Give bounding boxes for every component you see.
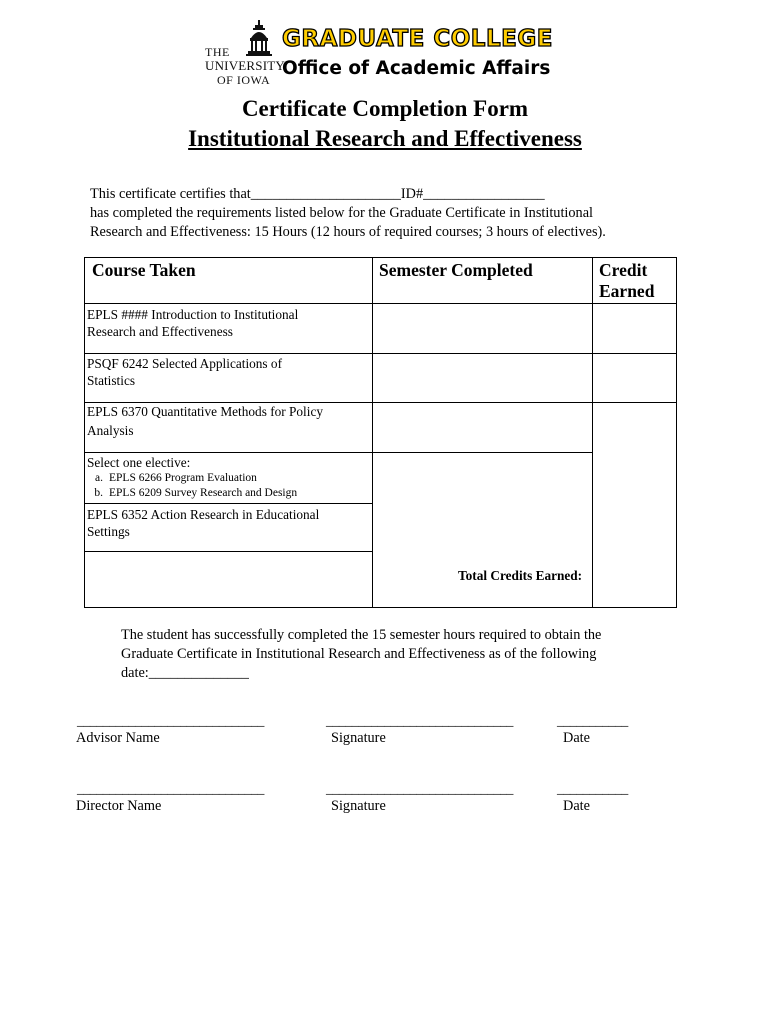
option-text: EPLS 6209 Survey Research and Design	[109, 487, 298, 499]
intro-line-1[interactable]: This certificate certifies that_____________________ID#_________________	[90, 186, 545, 202]
intro-line-3: Research and Effectiveness: 15 Hours (12 hours of required courses; 3 hours of electives).	[90, 224, 606, 240]
office-of-academic-affairs: Office of Academic Affairs	[282, 58, 551, 79]
course-name: EPLS 6370 Quantitative Methods for Policy	[87, 404, 324, 419]
course-name: PSQF 6242 Selected Applications of	[87, 356, 283, 371]
advisor-name-line[interactable]: _____________________________	[77, 713, 265, 728]
course-table	[84, 257, 677, 608]
option-letter: a.	[95, 472, 103, 484]
course-name: EPLS 6352 Action Research in Educational	[87, 507, 320, 522]
course-name-cont: Settings	[87, 524, 130, 539]
table-row	[87, 355, 372, 389]
elective-option-b[interactable]	[87, 486, 372, 501]
advisor-signature-label: Signature	[331, 730, 386, 746]
header-course-taken: Course Taken	[92, 260, 196, 280]
course-name-cont: Statistics	[87, 373, 136, 388]
director-name-line[interactable]: _____________________________	[77, 781, 265, 796]
capitol-dome-icon	[243, 20, 275, 60]
row-divider	[85, 503, 372, 504]
closing-line-1: The student has successfully completed the 15 semester hours required to obtain the	[121, 627, 602, 643]
column-divider	[592, 258, 593, 607]
logo-word-the: THE	[205, 45, 230, 59]
director-name-label: Director Name	[76, 798, 162, 814]
logo-word-of-iowa: OF IOWA	[217, 73, 271, 87]
director-signature-label: Signature	[331, 798, 386, 814]
closing-paragraph	[121, 626, 641, 683]
advisor-signature-line[interactable]: _____________________________	[326, 713, 514, 728]
university-of-iowa-logo	[205, 20, 285, 88]
intro-paragraph	[90, 185, 710, 242]
option-text: EPLS 6266 Program Evaluation	[109, 472, 257, 484]
form-subtitle: Institutional Research and Effectiveness	[188, 126, 582, 151]
director-date-label: Date	[563, 798, 590, 814]
course-name-cont: Research and Effectiveness	[87, 324, 233, 339]
row-divider	[85, 452, 592, 453]
closing-line-3[interactable]: date:______________	[121, 665, 249, 681]
header-semester-completed: Semester Completed	[379, 260, 533, 280]
director-date-line[interactable]: ___________	[557, 781, 628, 796]
column-divider	[372, 258, 373, 607]
header-credit-line1: Credit	[599, 260, 648, 280]
table-row	[87, 506, 372, 540]
intro-line-2: has completed the requirements listed below for the Graduate Certificate in Institutional	[90, 205, 594, 221]
row-divider	[85, 303, 676, 304]
elective-option-a[interactable]	[87, 471, 372, 486]
table-row	[87, 402, 372, 440]
advisor-name-label: Advisor Name	[76, 730, 160, 746]
closing-line-2: Graduate Certificate in Institutional Research and Effectiveness as of the following	[121, 646, 597, 662]
graduate-college-wordmark: GRADUATE COLLEGE	[282, 26, 553, 52]
header-credit-earned	[599, 260, 654, 302]
course-name: EPLS #### Introduction to Institutional	[87, 307, 299, 322]
table-row	[87, 454, 372, 501]
total-credits-label: Total Credits Earned:	[458, 568, 583, 583]
row-divider	[85, 551, 372, 552]
option-letter: b.	[94, 487, 103, 499]
logo-word-university: UNIVERSITY	[205, 58, 285, 73]
advisor-date-line[interactable]: ___________	[557, 713, 628, 728]
director-signature-line[interactable]: _____________________________	[326, 781, 514, 796]
advisor-date-label: Date	[563, 730, 590, 746]
course-name-cont: Analysis	[87, 423, 134, 438]
table-row	[87, 306, 372, 340]
row-divider	[85, 353, 676, 354]
form-title: Certificate Completion Form	[241, 96, 529, 121]
header-credit-line2: Earned	[599, 281, 655, 301]
elective-prompt: Select one elective:	[87, 455, 191, 470]
